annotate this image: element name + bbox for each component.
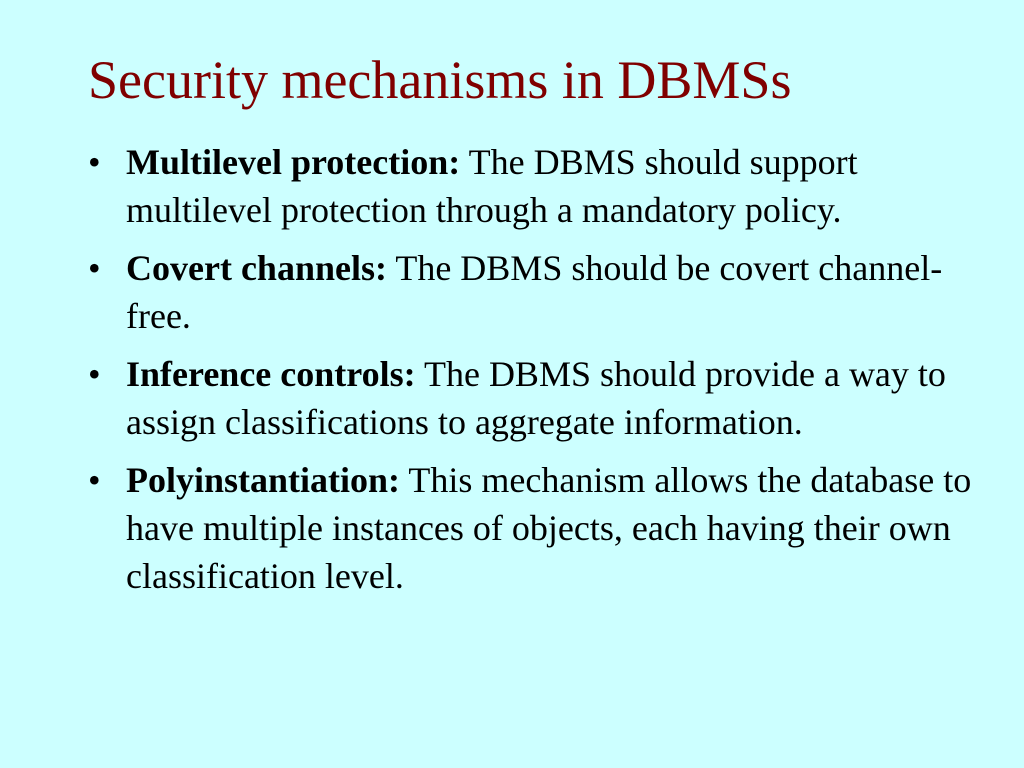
- bullet-icon: •: [88, 248, 101, 288]
- bullet-text: The DBMS should provide a way to assign classifications to aggregate information.: [126, 354, 946, 442]
- bullet-text: This mechanism allows the database to have multiple instances of objects, each having their own classification level.: [126, 460, 972, 596]
- bullet-term: Polyinstantiation:: [126, 460, 401, 500]
- bullet-text: The DBMS should support multilevel protection through a mandatory policy.: [126, 142, 858, 230]
- bullet-item-covert-channels: [0, 244, 1000, 340]
- slide-title: Security mechanisms in DBMSs: [88, 50, 792, 110]
- bullet-text: The DBMS should be covert channel-free.: [126, 248, 943, 336]
- bullet-list: [0, 138, 1000, 610]
- bullet-term: Covert channels:: [126, 248, 387, 288]
- bullet-icon: •: [88, 354, 101, 394]
- bullet-item-inference-controls: [0, 350, 1000, 446]
- bullet-icon: •: [88, 142, 101, 182]
- bullet-term: Inference controls:: [126, 354, 416, 394]
- bullet-item-polyinstantiation: [0, 456, 1000, 600]
- bullet-icon: •: [88, 460, 101, 500]
- bullet-term: Multilevel protection:: [126, 142, 461, 182]
- bullet-item-multilevel-protection: [0, 138, 1000, 234]
